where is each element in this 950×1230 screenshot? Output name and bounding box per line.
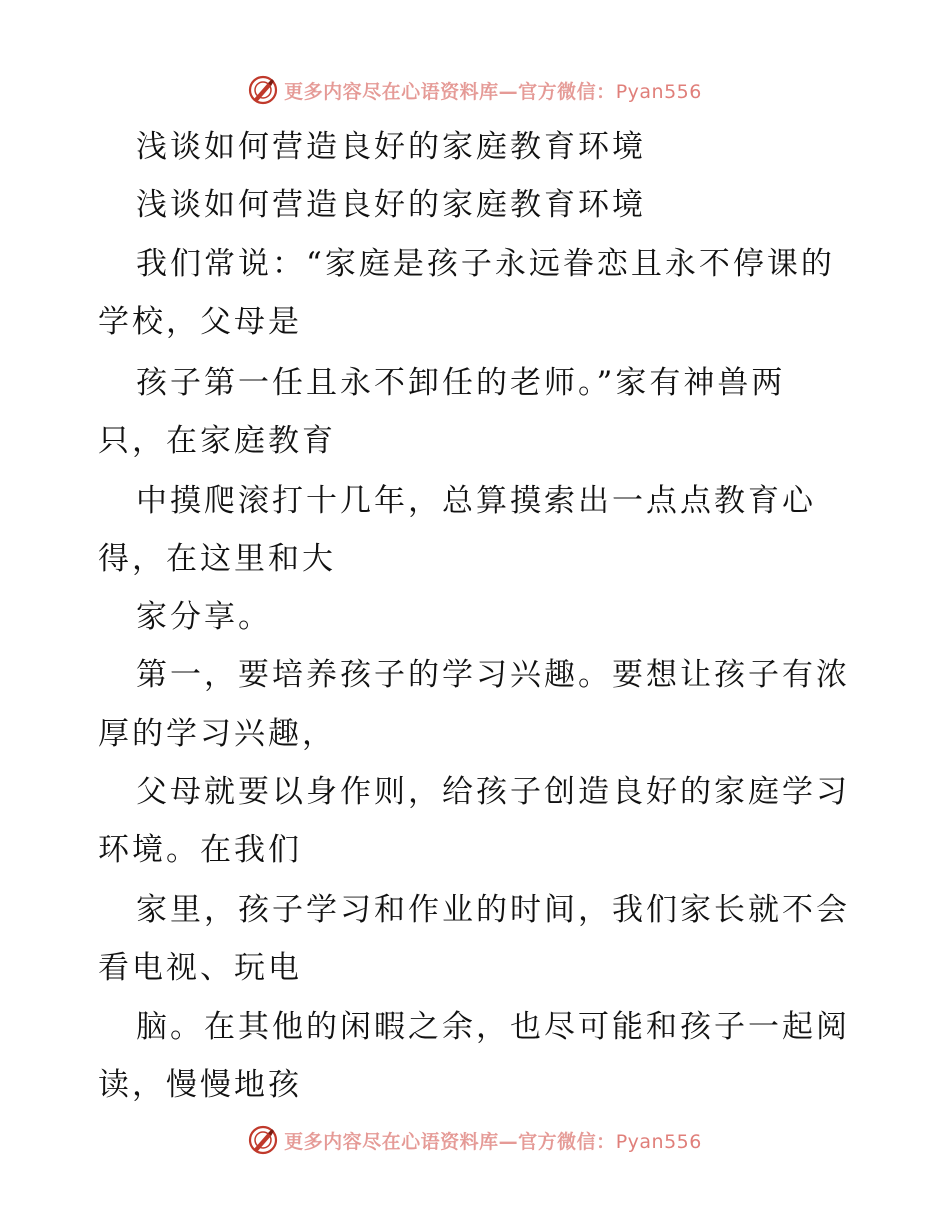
paragraph-line: 中摸爬滚打十几年，总算摸索出一点点教育心 bbox=[136, 483, 816, 519]
pen-circle-logo-icon bbox=[248, 1125, 278, 1155]
footer-banner bbox=[0, 1120, 950, 1160]
document-title: 浅谈如何营造良好的家庭教育环境 bbox=[136, 129, 646, 165]
paragraph-line: 父母就要以身作则，给孩子创造良好的家庭学习 bbox=[136, 774, 850, 810]
banner-dash: — bbox=[498, 1130, 519, 1153]
banner-main-text: 更多内容尽在心语资料库 bbox=[284, 1130, 499, 1153]
paragraph-line: 第一，要培养孩子的学习兴趣。要想让孩子有浓 bbox=[136, 657, 850, 693]
paragraph-line: 只，在家庭教育 bbox=[98, 423, 336, 459]
paragraph-line: 得，在这里和大 bbox=[98, 541, 336, 577]
banner-wechat-id: Pyan556 bbox=[615, 1130, 702, 1153]
paragraph-line: 厚的学习兴趣， bbox=[98, 716, 336, 752]
document-title-repeat: 浅谈如何营造良好的家庭教育环境 bbox=[136, 187, 646, 223]
banner-wechat-label: 官方微信： bbox=[518, 1130, 616, 1153]
paragraph-line: 家分享。 bbox=[136, 599, 272, 635]
banner-main-text: 更多内容尽在心语资料库 bbox=[284, 80, 499, 103]
paragraph-line: 学校，父母是 bbox=[98, 304, 302, 340]
paragraph-line: 我们常说：“家庭是孩子永远眷恋且永不停课的 bbox=[136, 246, 835, 282]
paragraph-line: 脑。在其他的闲暇之余，也尽可能和孩子一起阅 bbox=[136, 1009, 850, 1045]
paragraph-line: 家里，孩子学习和作业的时间，我们家长就不会 bbox=[136, 892, 850, 928]
paragraph-line: 看电视、玩电 bbox=[98, 950, 302, 986]
banner-dash: — bbox=[498, 80, 519, 103]
paragraph-line: 环境。在我们 bbox=[98, 832, 302, 868]
banner-wechat-label: 官方微信： bbox=[518, 80, 616, 103]
paragraph-line: 孩子第一任且永不卸任的老师。”家有神兽两 bbox=[136, 365, 786, 401]
paragraph-line: 读，慢慢地孩 bbox=[98, 1067, 302, 1103]
banner-wechat-id: Pyan556 bbox=[615, 80, 702, 103]
banner-text bbox=[284, 1127, 702, 1154]
